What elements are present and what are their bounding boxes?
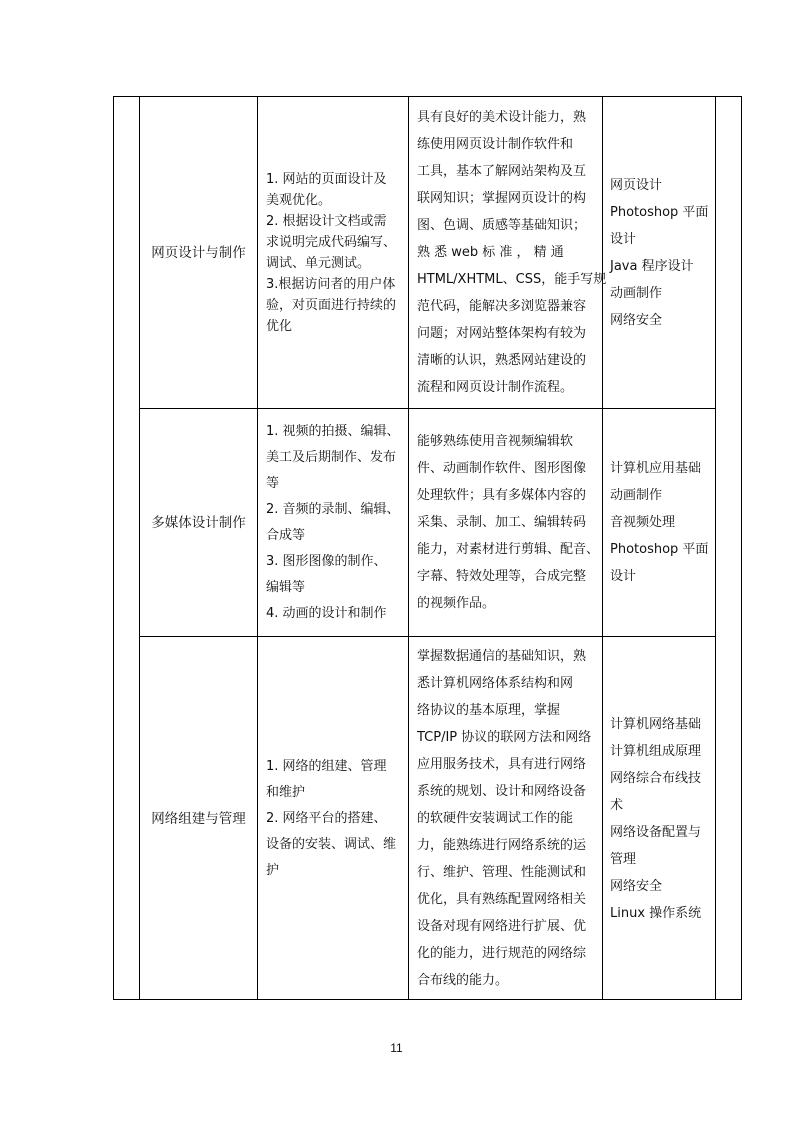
table-row-3-duties bbox=[266, 637, 406, 1000]
requirement-line: 能够熟练使用音视频编辑软 bbox=[417, 434, 574, 449]
requirement-line: 能力，对素材进行剪辑、配音、 bbox=[417, 542, 600, 557]
course-line: 设计 bbox=[610, 569, 637, 584]
column-border bbox=[715, 97, 716, 999]
course-line: 设计 bbox=[610, 231, 637, 247]
requirement-line: 化的能力，进行规范的网络综 bbox=[417, 946, 587, 961]
course-line: Photoshop 平面 bbox=[610, 204, 709, 220]
course-line: 计算机网络基础 bbox=[610, 716, 702, 732]
table-row-2-name bbox=[140, 409, 257, 636]
requirement-line: 范代码，能解决多浏览器兼容 bbox=[417, 299, 587, 314]
table-row-2-duties bbox=[266, 409, 406, 636]
requirement-line: 件、动画制作软件、图形图像 bbox=[417, 461, 587, 476]
requirement-line: 力，能熟练进行网络系统的运 bbox=[417, 838, 587, 853]
requirement-line: 练使用网页设计制作软件和 bbox=[417, 137, 574, 152]
table-row-1-name bbox=[140, 97, 257, 408]
duty-line: 2. 网络平台的搭建、 bbox=[266, 810, 387, 826]
requirement-line: 流程和网页设计制作流程。 bbox=[417, 380, 574, 395]
table-row-2-requirements bbox=[417, 409, 599, 636]
requirement-line: 问题；对网站整体架构有较为 bbox=[417, 326, 587, 341]
duty-line: 和维护 bbox=[266, 784, 306, 800]
post-name: 网络组建与管理 bbox=[151, 810, 246, 827]
requirement-line: 字幕、特效处理等，合成完整 bbox=[417, 569, 587, 584]
table-row-3-courses bbox=[610, 637, 713, 1000]
requirement-line: HTML/XHTML、CSS，能手写规 bbox=[417, 272, 607, 287]
course-line: 网络综合布线技 bbox=[610, 770, 702, 786]
page-number: 11 bbox=[390, 1041, 403, 1055]
duty-line: 验，对页面进行持续的 bbox=[266, 297, 397, 313]
table-row-3-requirements bbox=[417, 637, 599, 1000]
course-line: Java 程序设计 bbox=[610, 258, 694, 274]
column-border bbox=[257, 97, 258, 999]
requirement-line: 熟 悉 web 标 准 ， 精 通 bbox=[417, 245, 564, 260]
requirement-line: 采集、录制、加工、编辑转码 bbox=[417, 515, 587, 530]
duty-line: 3.根据访问者的用户体 bbox=[266, 276, 396, 292]
course-line: Photoshop 平面 bbox=[610, 542, 709, 557]
duty-line: 2. 根据设计文档或需 bbox=[266, 213, 387, 229]
table-row-1-requirements bbox=[417, 97, 607, 408]
duty-line: 护 bbox=[266, 862, 280, 878]
requirement-line: 络协议的基本原理，掌握 bbox=[417, 703, 561, 718]
course-line: Linux 操作系统 bbox=[610, 905, 702, 921]
course-line: 网络设备配置与 bbox=[610, 824, 702, 840]
duty-line: 美工及后期制作、发布 bbox=[266, 449, 397, 465]
duty-line: 1. 视频的拍摄、编辑、 bbox=[266, 423, 400, 439]
duty-line: 等 bbox=[266, 475, 280, 491]
requirement-line: 工具，基本了解网站架构及互 bbox=[417, 164, 587, 179]
course-line: 术 bbox=[610, 797, 624, 813]
duty-line: 求说明完成代码编写、 bbox=[266, 234, 397, 250]
requirement-line: 图、色调、质感等基础知识； bbox=[417, 218, 587, 233]
duty-line: 1. 网络的组建、管理 bbox=[266, 758, 387, 774]
post-name: 网页设计与制作 bbox=[151, 244, 246, 261]
requirement-line: 系统的规划、设计和网络设备 bbox=[417, 784, 587, 799]
course-line: 网络安全 bbox=[610, 312, 663, 328]
course-line: 计算机应用基础 bbox=[610, 461, 702, 476]
requirement-line: 悉计算机网络体系结构和网 bbox=[417, 676, 574, 691]
requirement-line: 设备对现有网络进行扩展、优 bbox=[417, 919, 587, 934]
requirement-line: 优化，具有熟练配置网络相关 bbox=[417, 892, 587, 907]
course-line: 管理 bbox=[610, 851, 637, 867]
course-line: 音视频处理 bbox=[610, 515, 676, 530]
requirement-line: 行、维护、管理、性能测试和 bbox=[417, 865, 587, 880]
requirement-line: 清晰的认识，熟悉网站建设的 bbox=[417, 353, 587, 368]
requirement-line: 掌握数据通信的基础知识，熟 bbox=[417, 649, 587, 664]
course-line: 网页设计 bbox=[610, 177, 663, 193]
requirement-line: 的视频作品。 bbox=[417, 596, 496, 611]
table-row-3-name bbox=[140, 637, 257, 1000]
duty-line: 3. 图形图像的制作、 bbox=[266, 553, 387, 569]
course-line: 计算机组成原理 bbox=[610, 743, 702, 759]
course-line: 动画制作 bbox=[610, 285, 663, 301]
requirement-line: 的软硬件安装调试工作的能 bbox=[417, 811, 574, 826]
column-border bbox=[602, 97, 603, 999]
requirement-line: TCP/IP 协议的联网方法和网络 bbox=[417, 730, 592, 745]
duty-line: 2. 音频的录制、编辑、 bbox=[266, 501, 400, 517]
requirement-line: 应用服务技术，具有进行网络 bbox=[417, 757, 587, 772]
table-row-2-courses bbox=[610, 409, 713, 636]
requirement-line: 联网知识；掌握网页设计的构 bbox=[417, 191, 587, 206]
table-row-1-courses bbox=[610, 97, 713, 408]
duty-line: 合成等 bbox=[266, 527, 306, 543]
course-line: 动画制作 bbox=[610, 488, 663, 503]
post-name: 多媒体设计制作 bbox=[151, 514, 246, 531]
requirement-line: 合布线的能力。 bbox=[417, 973, 509, 988]
duty-line: 美观优化。 bbox=[266, 192, 332, 208]
duty-line: 4. 动画的设计和制作 bbox=[266, 605, 387, 621]
duty-line: 设备的安装、调试、维 bbox=[266, 836, 397, 852]
course-line: 网络安全 bbox=[610, 878, 663, 894]
course-table bbox=[113, 96, 742, 1000]
column-border bbox=[408, 97, 409, 999]
table-row-1-duties bbox=[266, 97, 406, 408]
duty-line: 优化 bbox=[266, 318, 293, 334]
duty-line: 1. 网站的页面设计及 bbox=[266, 171, 387, 187]
duty-line: 编辑等 bbox=[266, 579, 306, 595]
duty-line: 调试、单元测试。 bbox=[266, 255, 371, 271]
requirement-line: 具有良好的美术设计能力，熟 bbox=[417, 110, 587, 125]
requirement-line: 处理软件；具有多媒体内容的 bbox=[417, 488, 587, 503]
